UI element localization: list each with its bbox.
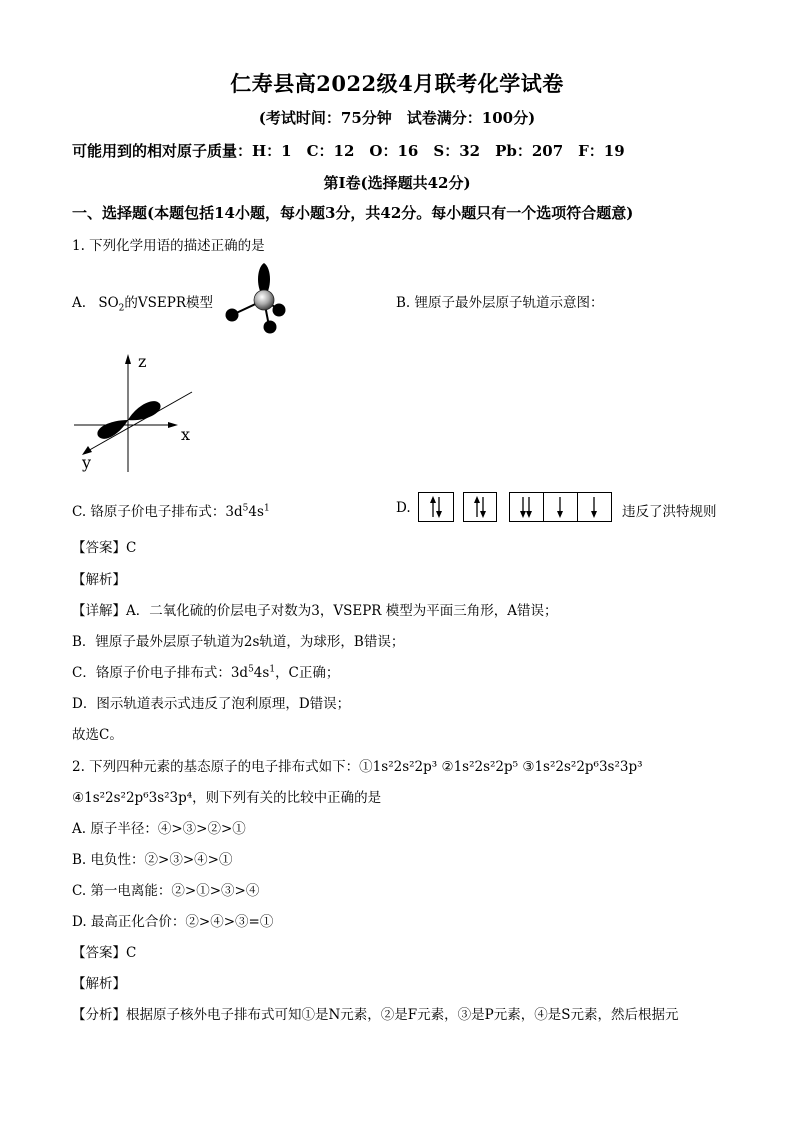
exam-title: 仁寿县高2022级4月联考化学试卷 [230,71,564,96]
q1-detail-a: 【详解】A．二氧化硫的价层电子对数为3，VSEPR 模型为平面三角形，A错误； [72,603,558,619]
q1-option-d-text: 违反了洪特规则 [622,504,717,520]
q2-answer: 【答案】C [72,945,137,961]
q2-option-d: D. 最高正化合价：②>④>③=① [72,914,274,930]
axis-z-label: z [138,352,147,371]
paired-arrows-icon [419,493,453,521]
orbital-diagram [66,350,206,475]
q2-analysis-label: 【解析】 [72,976,126,992]
q1-analysis-label: 【解析】 [72,572,126,588]
axis-y-label: y [82,453,92,472]
section-heading: 一、选择题(本题包括14小题，每小题3分，共42分。每小题只有一个选项符合题意) [72,204,634,222]
exam-subtitle: (考试时间：75分钟 试卷满分：100分) [258,109,536,127]
atomic-mass-line: 可能用到的相对原子质量：H：1 C：12 O：16 S：32 Pb：207 F：19 [72,142,625,160]
q2-fenxi: 【分析】根据原子核外电子排布式可知①是N元素，②是F元素，③是P元素，④是S元素，然后根据元 [72,1007,679,1023]
paired-arrows-icon [464,493,496,521]
q2-stem-line2: ④1s²2s²2p⁶3s²3p⁴，则下列有关的比较中正确的是 [72,790,382,806]
q1-conclusion: 故选C。 [72,727,123,743]
axis-x-label: x [181,425,191,444]
q2-option-b: B. 电负性：②>③>④>① [72,852,233,868]
q1-option-c: C. 铬原子价电子排布式：$3d^54s^1$ [72,503,270,520]
q1-option-d-label: D. [396,500,411,516]
q1-stem: 1. 下列化学用语的描述正确的是 [72,238,265,254]
q1-detail-b: B．锂原子最外层原子轨道为2s轨道，为球形，B错误； [72,634,405,650]
orbital-box-p [509,492,612,522]
q1-option-a [72,291,213,314]
q1-detail-c: C．铬原子价电子排布式：$3d^54s^1$，C正确； [72,664,340,681]
q1-a-text: 的VSEPR模型 [124,295,214,311]
q2-stem-line1: 2. 下列四种元素的基态原子的电子排布式如下：①1s²2s²2p³ ②1s²2s²2p⁵ ③1s²2s²2p⁶3s²3p³ [72,759,643,775]
p-orbital-arrows-icon [510,493,611,521]
orbital-box-1 [418,492,454,522]
q2-option-c: C. 第一电离能：②>①>③>④ [72,883,260,899]
q1-detail-d: D．图示轨道表示式违反了泡利原理，D错误； [72,696,351,712]
orbital-box-2 [463,492,497,522]
volume-heading: 第Ⅰ卷(选择题共42分) [323,174,471,192]
vsepr-model-icon [222,260,302,335]
q1-a-label: A. [72,295,87,311]
q1-a-formula: $SO_2$ [98,295,125,314]
q2-option-a: A. 原子半径：④>③>②>① [72,821,246,837]
q1-answer: 【答案】C [72,540,137,556]
q1-option-b: B. 锂原子最外层原子轨道示意图： [396,295,604,311]
